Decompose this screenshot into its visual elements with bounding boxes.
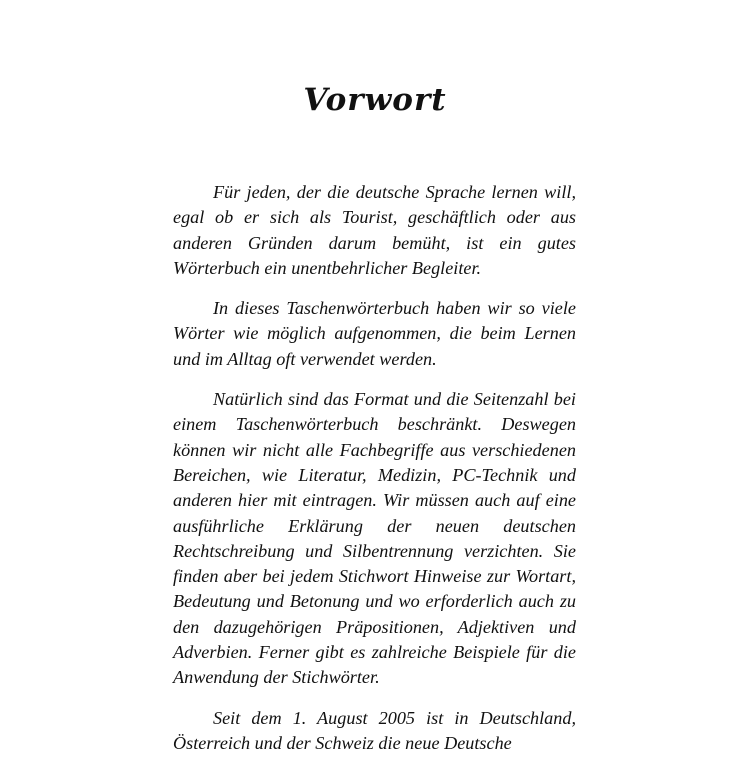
body-text xyxy=(173,180,576,771)
paragraph: Seit dem 1. August 2005 ist in Deutschland, Österreich und der Schweiz die neue Deutsche xyxy=(173,707,576,753)
paragraph: Für jeden, der die deutsche Sprache lernen will, egal ob er sich als Tourist, geschäftlich oder aus anderen Gründen darum bemüht, ist ein gutes Wörterbuch ein unentbehrlicher Begleiter. xyxy=(173,182,576,278)
paragraph: Natürlich sind das Format und die Seitenzahl bei einem Taschenwörterbuch beschränkt. Deswegen können wir nicht alle Fachbegriffe aus verschiedenen Bereichen, wie Literatur, Medizin, PC-Technik und anderen hier mit eintragen. Wir müssen auch auf eine ausführliche Erklärung der neuen deutschen Rechtschreibung und Silbentrennung verzichten. Sie finden aber bei jedem Stichwort Hinweise zur Wortart, Bedeutung und Betonung und wo erforderlich auch zu den dazugehörigen Präpositionen, Adjektiven und Adverbien. Ferner gibt es zahlreiche Beispiele für die Anwendung der Stichwörter. xyxy=(173,389,576,688)
page-title: Vorwort xyxy=(303,82,447,118)
paragraph: In dieses Taschenwörterbuch haben wir so viele Wörter wie möglich aufgenommen, die beim Lernen und im Alltag oft verwendet werden. xyxy=(173,298,576,369)
